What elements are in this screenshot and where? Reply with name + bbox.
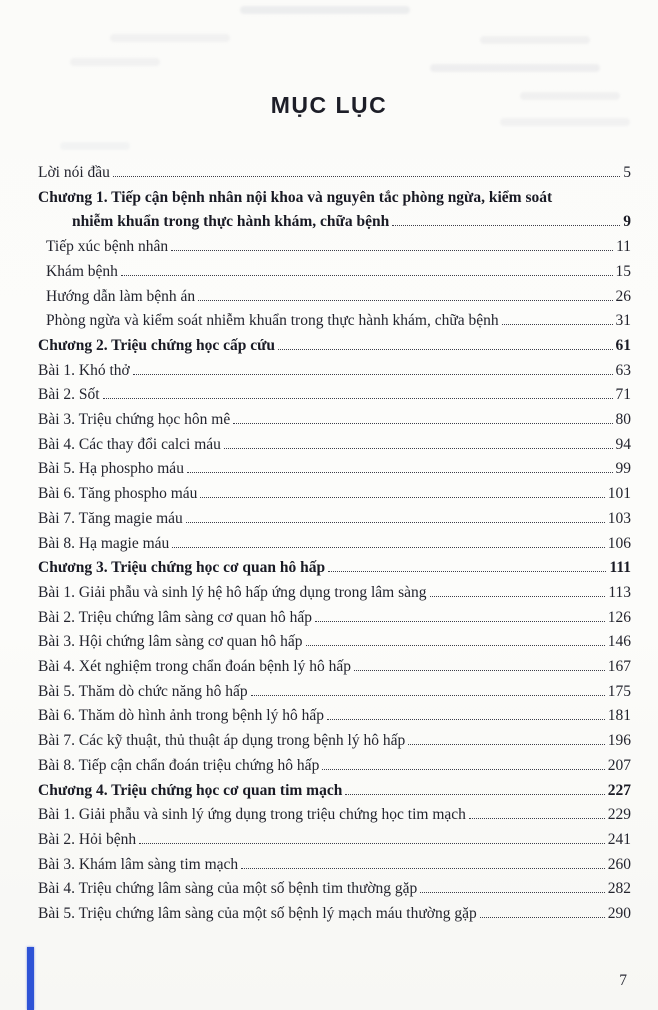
toc-entry-page: 126: [607, 608, 631, 626]
toc-entry-page: 71: [615, 386, 631, 404]
toc-entry: [38, 853, 631, 878]
toc-entry: [38, 334, 631, 359]
scan-artifact-blue-bar: [27, 947, 34, 1010]
toc-entry-text: Bài 1. Giải phẫu và sinh lý hệ hô hấp ứng dụng trong lâm sàng: [38, 583, 427, 601]
toc-entry-page: 113: [608, 583, 631, 601]
toc-entry-page: 26: [615, 287, 631, 305]
toc-entry: [38, 754, 631, 779]
toc-entry: [38, 877, 631, 902]
toc-entry-text: Bài 6. Tăng phospho máu: [38, 485, 198, 503]
toc-entry-page: 15: [615, 262, 631, 280]
toc-entry: [38, 581, 631, 606]
dot-leader: [420, 892, 604, 893]
dot-leader: [241, 868, 605, 869]
toc-entry-page: 260: [607, 855, 631, 873]
toc-entry-text: Bài 5. Thăm dò chức năng hô hấp: [38, 682, 248, 700]
dot-leader: [328, 571, 606, 572]
toc-entry-text: Bài 1. Giải phẫu và sinh lý ứng dụng trong triệu chứng học tim mạch: [38, 806, 466, 824]
toc-entry-text: Bài 4. Xét nghiệm trong chẩn đoán bệnh lý hô hấp: [38, 658, 351, 676]
toc-entry-page: 111: [609, 559, 631, 577]
toc-entry-text: Chương 3. Triệu chứng học cơ quan hô hấp: [38, 559, 326, 577]
toc-entry-page: 207: [607, 756, 631, 774]
page-number: 7: [619, 972, 627, 989]
toc-entry-line2: [38, 210, 631, 235]
toc-entry-text: Chương 2. Triệu chứng học cấp cứu: [38, 336, 276, 354]
toc-entry-page: 94: [615, 435, 631, 453]
dot-leader: [469, 818, 605, 819]
page-bleedthrough-artifact: [0, 6, 658, 166]
toc-entry-page: 9: [623, 213, 631, 231]
dot-leader: [392, 225, 620, 226]
toc-entry-page: 11: [616, 238, 631, 256]
dot-leader: [186, 522, 605, 523]
toc-entry-page: 5: [623, 164, 631, 181]
bleedthrough-smudge: [430, 64, 600, 72]
dot-leader: [171, 250, 613, 251]
toc-entry-page: 181: [607, 707, 631, 725]
dot-leader: [322, 769, 604, 770]
toc-entry-text: Bài 8. Tiếp cận chẩn đoán triệu chứng hô hấp: [38, 756, 320, 774]
dot-leader: [200, 497, 604, 498]
toc-entry-text: Bài 8. Hạ magie máu: [38, 534, 170, 552]
dot-leader: [327, 719, 605, 720]
toc-entry-text: Chương 1. Tiếp cận bệnh nhân nội khoa và nguyên tắc phòng ngừa, kiểm soát: [38, 188, 553, 206]
dot-leader: [103, 398, 613, 399]
dot-leader: [251, 695, 605, 696]
toc-entry: [38, 285, 631, 310]
toc-entry-text: Bài 7. Các kỹ thuật, thủ thuật áp dụng trong bệnh lý hô hấp: [38, 732, 406, 750]
toc-entry-text: Bài 2. Sốt: [38, 386, 100, 404]
bleedthrough-smudge: [60, 142, 130, 150]
toc-list: [38, 161, 631, 927]
toc-entry-page: 31: [615, 312, 631, 330]
toc-entry-text: nhiễm khuẩn trong thực hành khám, chữa bệnh: [72, 213, 390, 231]
dot-leader: [172, 547, 604, 548]
toc-entry-page: 175: [607, 682, 631, 700]
toc-entry: [38, 309, 631, 334]
toc-entry-text: Hướng dẫn làm bệnh án: [46, 287, 196, 305]
toc-entry: [38, 655, 631, 680]
toc-entry-page: 99: [615, 460, 631, 478]
bleedthrough-smudge: [480, 36, 590, 44]
toc-entry-text: Bài 3. Khám lâm sàng tim mạch: [38, 855, 239, 873]
toc-entry: [38, 532, 631, 557]
dot-leader: [408, 744, 605, 745]
toc-entry: [38, 902, 631, 927]
toc-entry-text: Bài 1. Khó thở: [38, 361, 130, 379]
toc-entry: [38, 680, 631, 705]
toc-entry-text: Bài 3. Triệu chứng học hôn mê: [38, 411, 231, 429]
toc-entry-page: 61: [615, 336, 631, 354]
toc-entry: [38, 482, 631, 507]
dot-leader: [187, 472, 613, 473]
page-title: MỤC LỤC: [270, 92, 388, 118]
toc-entry: [38, 828, 631, 853]
toc-entry: [38, 408, 631, 433]
bleedthrough-smudge: [110, 34, 230, 42]
dot-leader: [480, 917, 605, 918]
toc-entry-page: 282: [607, 880, 631, 898]
toc-entry-page: 229: [607, 806, 631, 824]
bleedthrough-smudge: [70, 58, 160, 66]
dot-leader: [224, 448, 613, 449]
toc-entry-page: 290: [607, 905, 631, 923]
toc-entry: [38, 383, 631, 408]
bleedthrough-smudge: [240, 6, 410, 14]
toc-entry: [38, 803, 631, 828]
toc-entry-text: Bài 2. Hỏi bệnh: [38, 830, 137, 848]
toc-entry-text: Bài 3. Hội chứng lâm sàng cơ quan hô hấp: [38, 633, 303, 651]
toc-entry-line1: [38, 186, 631, 211]
toc-entry-text: Chương 4. Triệu chứng học cơ quan tim mạch: [38, 781, 343, 799]
toc-entry-text: Khám bệnh: [46, 262, 118, 280]
toc-entry-text: Bài 7. Tăng magie máu: [38, 509, 183, 527]
toc-entry-text: Bài 6. Thăm dò hình ảnh trong bệnh lý hô hấp: [38, 707, 324, 725]
toc-entry-text: Bài 5. Hạ phospho máu: [38, 460, 184, 478]
toc-entry: [38, 161, 631, 186]
toc-entry-page: 227: [607, 781, 631, 799]
toc-entry-text: Bài 5. Triệu chứng lâm sàng của một số bệnh lý mạch máu thường gặp: [38, 905, 477, 923]
toc-entry: [38, 630, 631, 655]
dot-leader: [354, 670, 605, 671]
toc-entry: [38, 260, 631, 285]
toc-entry: [38, 507, 631, 532]
toc-entry-page: 167: [607, 658, 631, 676]
toc-entry: [38, 457, 631, 482]
toc-entry: [38, 606, 631, 631]
toc-entry: [38, 433, 631, 458]
toc-entry-page: 101: [607, 485, 631, 503]
toc-entry-page: 146: [607, 633, 631, 651]
toc-entry: [38, 556, 631, 581]
toc-entry-text: Lời nói đầu: [38, 164, 110, 181]
toc-entry: [38, 704, 631, 729]
toc-entry: [38, 235, 631, 260]
toc-entry-page: 63: [615, 361, 631, 379]
dot-leader: [315, 621, 605, 622]
dot-leader: [430, 596, 606, 597]
toc-entry: [38, 359, 631, 384]
dot-leader: [233, 423, 612, 424]
toc-entry-text: Phòng ngừa và kiểm soát nhiễm khuẩn trong thực hành khám, chữa bệnh: [46, 312, 499, 330]
dot-leader: [139, 843, 605, 844]
toc-entry-page: 241: [607, 830, 631, 848]
dot-leader: [278, 349, 612, 350]
dot-leader: [198, 300, 612, 301]
toc-entry-page: 106: [607, 534, 631, 552]
toc-entry: [38, 779, 631, 804]
dot-leader: [113, 176, 620, 177]
toc-entry-text: Bài 2. Triệu chứng lâm sàng cơ quan hô hấp: [38, 608, 313, 626]
toc-entry-text: Tiếp xúc bệnh nhân: [46, 238, 169, 256]
dot-leader: [121, 275, 613, 276]
toc-entry-page: 103: [607, 509, 631, 527]
dot-leader: [345, 794, 604, 795]
toc-entry-page: 80: [615, 411, 631, 429]
dot-leader: [502, 324, 613, 325]
dot-leader: [133, 374, 613, 375]
dot-leader: [306, 645, 605, 646]
bleedthrough-smudge: [500, 118, 630, 126]
toc-entry-text: Bài 4. Các thay đổi calci máu: [38, 435, 221, 453]
toc-entry-page: 196: [607, 732, 631, 750]
toc-entry: [38, 729, 631, 754]
toc-entry-text: Bài 4. Triệu chứng lâm sàng của một số bệnh tim thường gặp: [38, 880, 418, 898]
